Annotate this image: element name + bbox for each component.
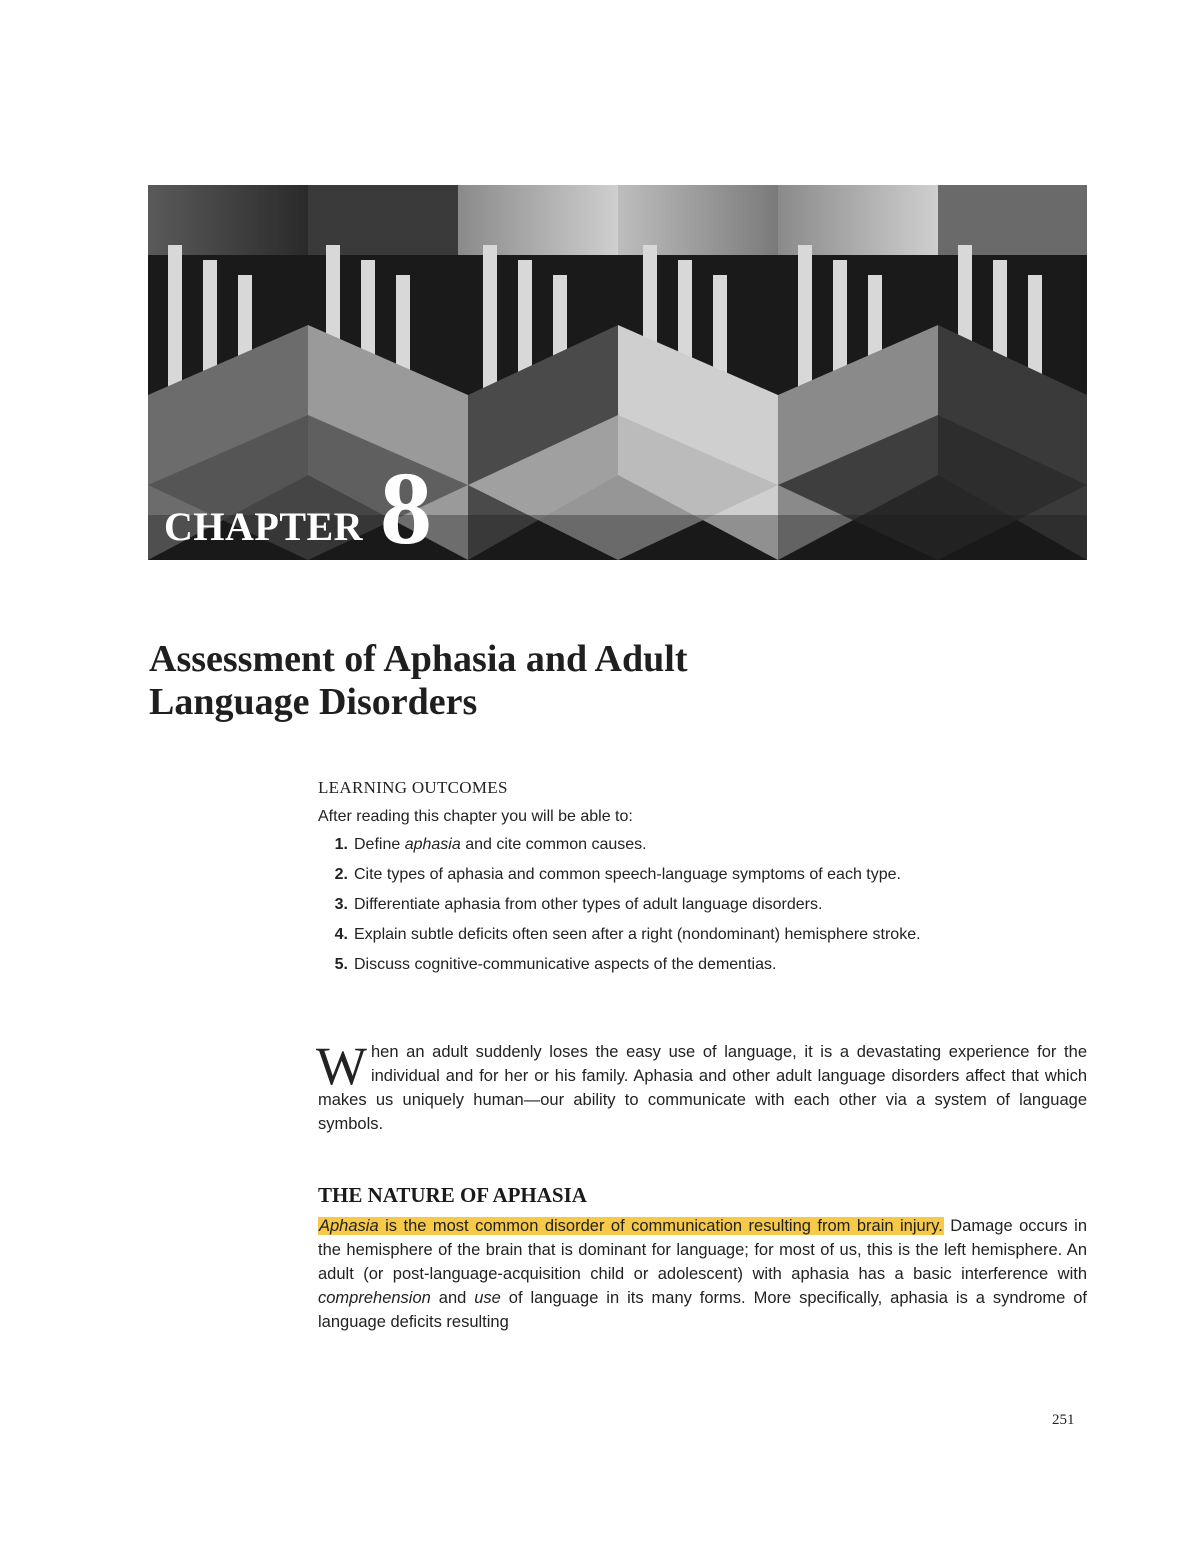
list-item-text: Discuss cognitive-communicative aspects of the dementias.	[354, 956, 777, 973]
chapter-number: 8	[380, 451, 432, 560]
chapter-title-line-1: Assessment of Aphasia and Adult	[149, 638, 688, 680]
chapter-label: CHAPTER	[164, 504, 364, 549]
list-item-number: 2.	[334, 866, 348, 883]
body-paragraph: Aphasia is the most common disorder of communication resulting from brain injury. Damage occurs in the hemisphere of the brain that is dominant for language; for most of us, this is the left hemisphere. An adult (or post-language-acquisition child or adolescent) with aphasia has a basic interference with comprehension and use of language in its many forms. More specifically, aphasia is a syndrome of language deficits resulting	[318, 1217, 1088, 1331]
list-item	[318, 924, 1088, 946]
highlighted-sentence: Aphasia is the most common disorder of communication resulting from brain injury.	[319, 1217, 943, 1235]
list-item-number: 1.	[334, 836, 348, 853]
learning-outcomes-heading: LEARNING OUTCOMES	[318, 778, 508, 797]
learning-outcomes-intro: After reading this chapter you will be able to:	[318, 808, 633, 825]
learning-outcomes-list	[318, 834, 1088, 976]
list-item-number: 4.	[334, 926, 348, 943]
list-item	[318, 954, 1088, 976]
list-item	[318, 894, 1088, 916]
list-item-number: 5.	[334, 956, 348, 973]
list-item	[318, 864, 1088, 886]
emphasis: Aphasia	[319, 1217, 379, 1235]
chapter-title	[149, 638, 1049, 724]
page-number: 251	[1052, 1412, 1075, 1428]
emphasis: aphasia	[404, 836, 461, 853]
emphasis: comprehension	[318, 1289, 431, 1307]
emphasis: use	[474, 1289, 501, 1307]
list-item	[318, 834, 1088, 856]
list-item-text: Explain subtle deficits often seen after a right (nondominant) hemisphere stroke.	[354, 926, 921, 943]
list-item-text: Define aphasia and cite common causes.	[354, 836, 647, 853]
list-item-text: Cite types of aphasia and common speech-language symptoms of each type.	[354, 866, 901, 883]
list-item-text: Differentiate aphasia from other types of adult language disorders.	[354, 896, 823, 913]
drop-cap: W	[316, 1036, 367, 1096]
section-heading: THE NATURE OF APHASIA	[318, 1183, 587, 1207]
chapter-banner	[148, 185, 1087, 560]
intro-paragraph	[316, 1036, 1087, 1136]
intro-text: hen an adult suddenly loses the easy use of language, it is a devastating experience for the individual and for her or his family. Aphasia and other adult language disorders affect that which makes us uniquely human—our ability to communicate with each other via a system of language symbols.	[318, 1043, 1087, 1133]
chapter-title-line-2: Language Disorders	[149, 681, 478, 723]
list-item-number: 3.	[334, 896, 348, 913]
learning-outcomes	[318, 778, 1088, 984]
